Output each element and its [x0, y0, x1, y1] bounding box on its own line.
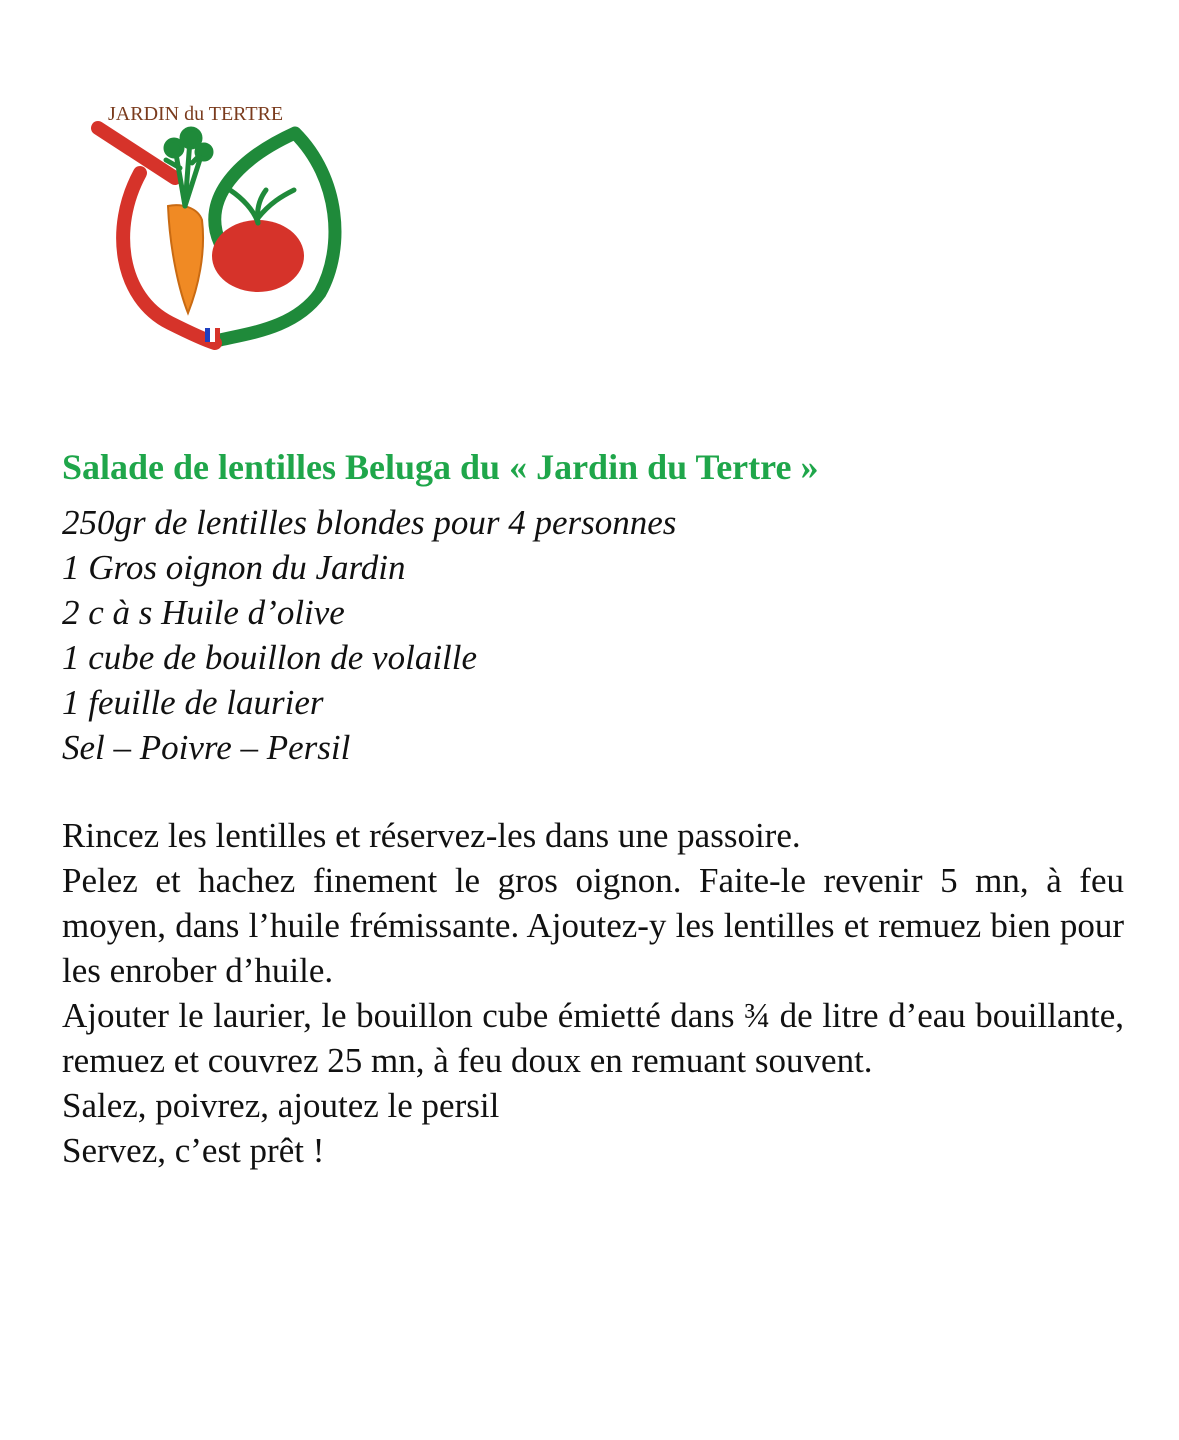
jardin-du-tertre-logo	[70, 78, 360, 368]
instruction-step: Salez, poivrez, ajoutez le persil	[62, 1086, 500, 1125]
recipe-title: Salade de lentilles Beluga du « Jardin du Tertre »	[62, 447, 819, 488]
instructions	[62, 813, 1124, 1173]
logo-graphic	[70, 78, 360, 368]
ingredients-list	[62, 500, 1122, 770]
ingredient-item: 250gr de lentilles blondes pour 4 personnes	[62, 503, 677, 542]
ingredient-item: Sel – Poivre – Persil	[62, 728, 351, 767]
ingredient-item: 1 feuille de laurier	[62, 683, 324, 722]
instruction-step: Ajouter le laurier, le bouillon cube émietté dans ¾ de litre d’eau bouillante, remuez et couvrez 25 mn, à feu doux en remuant souvent.	[62, 996, 1124, 1080]
instruction-step: Servez, c’est prêt !	[62, 1131, 325, 1170]
flag-icon	[205, 328, 220, 342]
carrot-icon	[168, 205, 203, 313]
instruction-step: Rincez les lentilles et réservez-les dans une passoire.	[62, 816, 801, 855]
tomato-icon	[212, 220, 304, 292]
carrot-greens-icon	[166, 129, 211, 206]
ingredient-item: 2 c à s Huile d’olive	[62, 593, 345, 632]
ingredient-item: 1 cube de bouillon de volaille	[62, 638, 478, 677]
ingredient-item: 1 Gros oignon du Jardin	[62, 548, 406, 587]
instruction-step: Pelez et hachez finement le gros oignon. Faite-le revenir 5 mn, à feu moyen, dans l’huile frémissante. Ajoutez-y les lentilles et remuez bien pour les enrober d’huile.	[62, 861, 1124, 990]
logo-brand-text: JARDIN du TERTRE	[108, 103, 284, 125]
